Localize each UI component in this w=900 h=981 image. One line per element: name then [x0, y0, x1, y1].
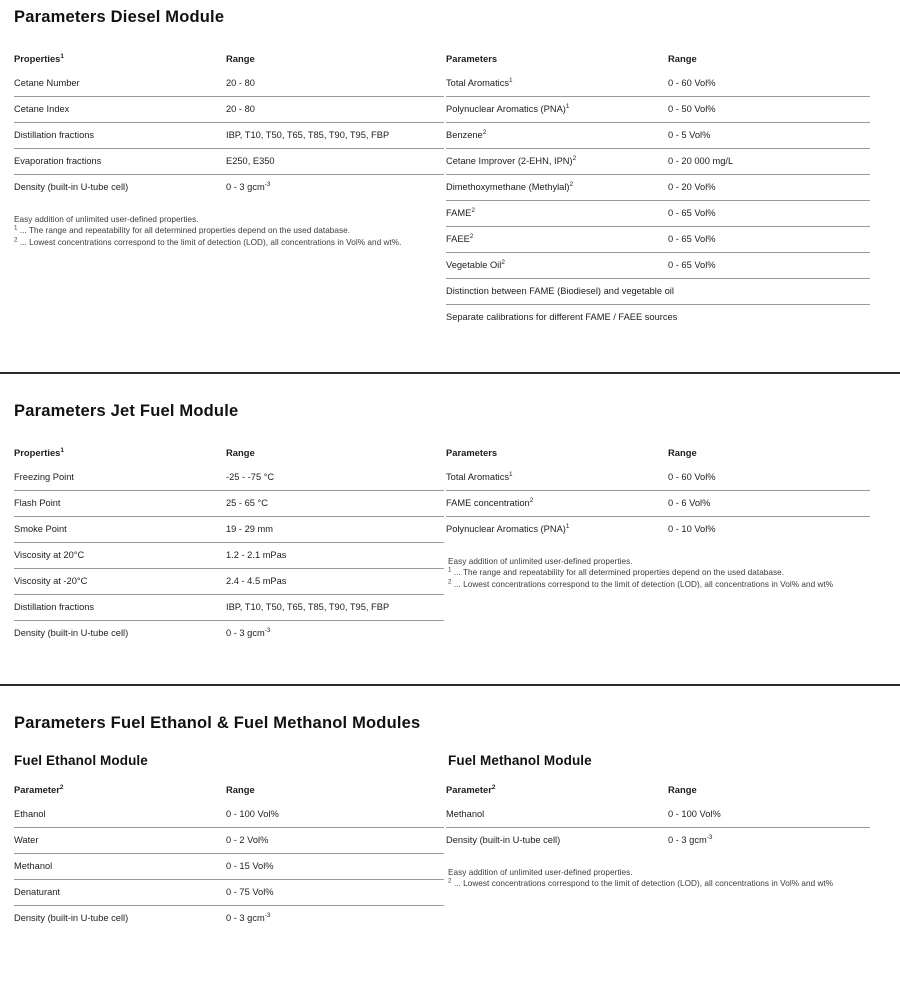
cell-parameter-range: 0 - 3 gcm$^{-3}$ — [226, 175, 444, 201]
cell-parameter-range: 0 - 75 Vol% — [226, 880, 444, 906]
cell-parameter-range: 0 - 20 Vol% — [668, 175, 870, 201]
table-row — [14, 802, 444, 828]
right-column — [444, 27, 900, 330]
cell-parameter-name: FAME$^2$ — [446, 201, 668, 227]
table-row — [14, 517, 444, 543]
table-header-row — [446, 47, 870, 71]
two-column-layout — [0, 27, 900, 330]
cell-parameter-range: 19 - 29 mm — [226, 517, 444, 543]
cell-parameter-name: Smoke Point — [14, 517, 226, 543]
cell-parameter-range: 0 - 60 Vol% — [668, 78, 716, 88]
footnote-note-2: $^2$ ... Lowest concentrations correspond to the limit of detection (LOD), all concentrations in Vol% and wt%. — [14, 236, 402, 247]
table-header-row — [14, 47, 444, 71]
footnote-marker: 2 — [569, 180, 574, 188]
table-header-row — [14, 441, 444, 465]
cell-parameter-range: IBP, T10, T50, T65, T85, T90, T95, FBP — [226, 123, 444, 149]
table-header-row — [446, 778, 870, 802]
cell-parameter-name: Total Aromatics$^1$ — [446, 470, 513, 482]
cell-parameter-name: Vegetable Oil$^2$ — [446, 253, 668, 279]
table-header-row — [446, 441, 870, 465]
footnote-marker: 2 — [529, 496, 534, 504]
table-row — [446, 253, 870, 279]
footnote-marker: 2 — [469, 232, 474, 240]
section-ethanol-methanol — [0, 684, 900, 931]
cell-parameter-range: 0 - 3 gcm$^{-3}$ — [668, 828, 870, 854]
footnote-note-2: $^2$ ... Lowest concentrations correspond to the limit of detection (LOD), all concentrations in Vol% and wt% — [448, 877, 834, 889]
column-header-name: Parameters — [446, 447, 498, 458]
cell-parameter-range: 0 - 65 Vol% — [668, 201, 870, 227]
right-column — [444, 733, 900, 890]
left-subtitle: Fuel Ethanol Module — [14, 753, 148, 768]
section-title: Parameters Fuel Ethanol & Fuel Methanol Modules — [14, 714, 421, 732]
cell-parameter-range: -25 - -75 °C — [226, 472, 275, 482]
footnote-marker: 2 — [14, 236, 18, 244]
cell-parameter-range: 0 - 60 Vol% — [668, 472, 716, 482]
footnote-marker: 2 — [448, 578, 452, 586]
cell-parameter-name: FAEE$^2$ — [446, 227, 668, 253]
parameters-table-left — [14, 441, 444, 646]
cell-parameter-range: 0 - 20 000 mg/L — [668, 149, 870, 175]
footnote-marker: 2 — [448, 877, 452, 885]
cell-parameter-range: 0 - 65 Vol% — [668, 253, 870, 279]
cell-parameter-range: 25 - 65 °C — [226, 491, 444, 517]
left-column — [0, 733, 444, 931]
footnote-marker: 2 — [59, 783, 64, 791]
section-title: Parameters Jet Fuel Module — [14, 402, 239, 420]
footnote-marker: -3 — [264, 626, 271, 634]
column-header-name: Parameter$^2$ — [14, 783, 64, 795]
cell-parameter-name: Total Aromatics$^1$ — [446, 76, 513, 88]
table-row — [14, 465, 444, 491]
cell-parameter-range: E250, E350 — [226, 149, 444, 175]
footnote-marker: -3 — [706, 833, 713, 841]
footnote-intro: Easy addition of unlimited user-defined properties. — [448, 557, 633, 566]
cell-parameter-name: Methanol — [446, 809, 485, 819]
footnote-marker: -3 — [264, 911, 271, 919]
right-column — [444, 421, 900, 590]
column-header-name: Properties$^1$ — [14, 446, 64, 458]
table-row — [446, 517, 870, 543]
column-header-name: Properties$^1$ — [14, 52, 64, 64]
table-row — [14, 97, 444, 123]
cell-fullwidth-note: Distinction between FAME (Biodiesel) and vegetable oil — [446, 279, 870, 305]
cell-parameter-name: Cetane Index — [14, 97, 226, 123]
cell-parameter-range: IBP, T10, T50, T65, T85, T90, T95, FBP — [226, 595, 444, 621]
column-header-range: Range — [668, 447, 697, 458]
cell-parameter-name: Methanol — [14, 854, 226, 880]
cell-parameter-name: Cetane Number — [14, 78, 80, 88]
cell-parameter-name: Cetane Improver (2-EHN, IPN)$^2$ — [446, 149, 668, 175]
parameters-table-right — [446, 441, 870, 542]
table-row — [14, 569, 444, 595]
table-row — [14, 595, 444, 621]
column-header-range: Range — [226, 784, 255, 795]
footnote-marker: 1 — [448, 566, 452, 574]
cell-parameter-range: 0 - 15 Vol% — [226, 854, 444, 880]
table-row — [446, 802, 870, 828]
table-row — [446, 149, 870, 175]
two-column-layout — [0, 421, 900, 646]
table-row — [14, 123, 444, 149]
cell-parameter-name: Flash Point — [14, 491, 226, 517]
right-subtitle: Fuel Methanol Module — [448, 753, 592, 768]
cell-parameter-name: Viscosity at 20°C — [14, 543, 226, 569]
parameters-table-right — [446, 778, 870, 853]
table-row — [446, 227, 870, 253]
column-header-range: Range — [668, 53, 697, 64]
cell-parameter-name: Polynuclear Aromatics (PNA)$^1$ — [446, 97, 668, 123]
cell-parameter-name: Evaporation fractions — [14, 149, 226, 175]
footnote-marker: -3 — [264, 180, 271, 188]
cell-parameter-name: Benzene$^2$ — [446, 123, 668, 149]
footnote-marker: 1 — [565, 102, 570, 110]
cell-parameter-name: Denaturant — [14, 880, 226, 906]
table-row — [446, 97, 870, 123]
cell-parameter-range: 2.4 - 4.5 mPas — [226, 569, 444, 595]
table-row — [446, 201, 870, 227]
cell-parameter-range: 0 - 100 Vol% — [226, 809, 279, 819]
footnote-marker: 1 — [509, 76, 513, 84]
cell-parameter-range: 1.2 - 2.1 mPas — [226, 543, 444, 569]
section-jetfuel — [0, 372, 900, 646]
table-row — [14, 71, 444, 97]
footnote-intro: Easy addition of unlimited user-defined properties. — [448, 868, 633, 877]
table-row — [14, 880, 444, 906]
cell-parameter-name: Dimethoxymethane (Methylal)$^2$ — [446, 175, 668, 201]
cell-parameter-name: Distillation fractions — [14, 595, 226, 621]
table-row — [446, 123, 870, 149]
footnote-block — [446, 867, 848, 890]
cell-parameter-name: FAME concentration$^2$ — [446, 491, 668, 517]
footnote-marker: 1 — [509, 470, 513, 478]
cell-parameter-range: 0 - 65 Vol% — [668, 227, 870, 253]
cell-fullwidth-note: Separate calibrations for different FAME / FAEE sources — [446, 305, 870, 331]
cell-parameter-name: Viscosity at -20°C — [14, 569, 226, 595]
table-row — [446, 175, 870, 201]
column-header-name: Parameters — [446, 53, 498, 64]
footnote-marker: 1 — [14, 224, 18, 232]
table-row — [446, 71, 870, 97]
cell-parameter-range: 20 - 80 — [226, 78, 255, 88]
table-row — [14, 175, 444, 201]
footnote-marker: 1 — [60, 52, 64, 60]
table-row — [14, 854, 444, 880]
cell-parameter-range: 0 - 3 gcm$^{-3}$ — [226, 621, 444, 647]
cell-parameter-range: 0 - 5 Vol% — [668, 123, 870, 149]
column-header-name: Parameter$^2$ — [446, 783, 496, 795]
cell-parameter-range: 0 - 3 gcm$^{-3}$ — [226, 906, 444, 932]
footnote-intro: Easy addition of unlimited user-defined properties. — [14, 215, 199, 224]
table-row-fullwidth — [446, 305, 870, 331]
table-row-fullwidth — [446, 279, 870, 305]
cell-parameter-name: Distillation fractions — [14, 123, 226, 149]
footnote-note-2: $^2$ ... Lowest concentrations correspond to the limit of detection (LOD), all concentrations in Vol% and wt% — [448, 578, 834, 589]
cell-parameter-range: 0 - 2 Vol% — [226, 828, 444, 854]
parameters-table-right — [446, 47, 870, 330]
table-header-row — [14, 778, 444, 802]
cell-parameter-range: 20 - 80 — [226, 97, 444, 123]
parameters-table-left — [14, 47, 444, 200]
column-header-range: Range — [226, 53, 255, 64]
left-column — [0, 421, 444, 646]
footnote-marker: 1 — [60, 446, 64, 454]
footnote-marker: 2 — [491, 783, 496, 791]
cell-parameter-range: 0 - 50 Vol% — [668, 97, 870, 123]
footnote-marker: 2 — [501, 258, 505, 266]
footnote-marker: 2 — [471, 206, 475, 214]
table-row — [446, 491, 870, 517]
table-row — [14, 621, 444, 647]
section-diesel — [0, 0, 900, 330]
footnote-marker: 2 — [482, 128, 487, 136]
left-column — [0, 27, 444, 248]
cell-parameter-name: Ethanol — [14, 809, 46, 819]
two-column-layout — [0, 733, 900, 931]
table-row — [14, 491, 444, 517]
column-header-range: Range — [668, 784, 697, 795]
section-title: Parameters Diesel Module — [14, 8, 225, 26]
footnote-note-1: $^1$ ... The range and repeatability for all determined properties depend on the used database. — [14, 224, 351, 236]
table-row — [446, 465, 870, 491]
table-row — [446, 828, 870, 854]
table-row — [14, 828, 444, 854]
parameters-table-left — [14, 778, 444, 931]
cell-parameter-name: Polynuclear Aromatics (PNA)$^1$ — [446, 517, 668, 543]
table-row — [14, 906, 444, 932]
cell-parameter-name: Density (built-in U-tube cell) — [14, 906, 226, 932]
cell-parameter-name: Density (built-in U-tube cell) — [446, 828, 668, 854]
footnote-block — [14, 214, 414, 248]
cell-parameter-range: 0 - 6 Vol% — [668, 491, 870, 517]
footnote-block — [446, 556, 848, 590]
cell-parameter-name: Freezing Point — [14, 472, 74, 482]
footnote-note-1: $^1$ ... The range and repeatability for all determined properties depend on the used database. — [448, 566, 785, 578]
cell-parameter-range: 0 - 10 Vol% — [668, 517, 870, 543]
cell-parameter-name: Density (built-in U-tube cell) — [14, 621, 226, 647]
column-header-range: Range — [226, 447, 255, 458]
table-row — [14, 149, 444, 175]
cell-parameter-name: Density (built-in U-tube cell) — [14, 175, 226, 201]
cell-parameter-range: 0 - 100 Vol% — [668, 809, 721, 819]
cell-parameter-name: Water — [14, 828, 226, 854]
footnote-marker: 2 — [572, 154, 577, 162]
footnote-marker: 1 — [565, 522, 570, 530]
table-row — [14, 543, 444, 569]
